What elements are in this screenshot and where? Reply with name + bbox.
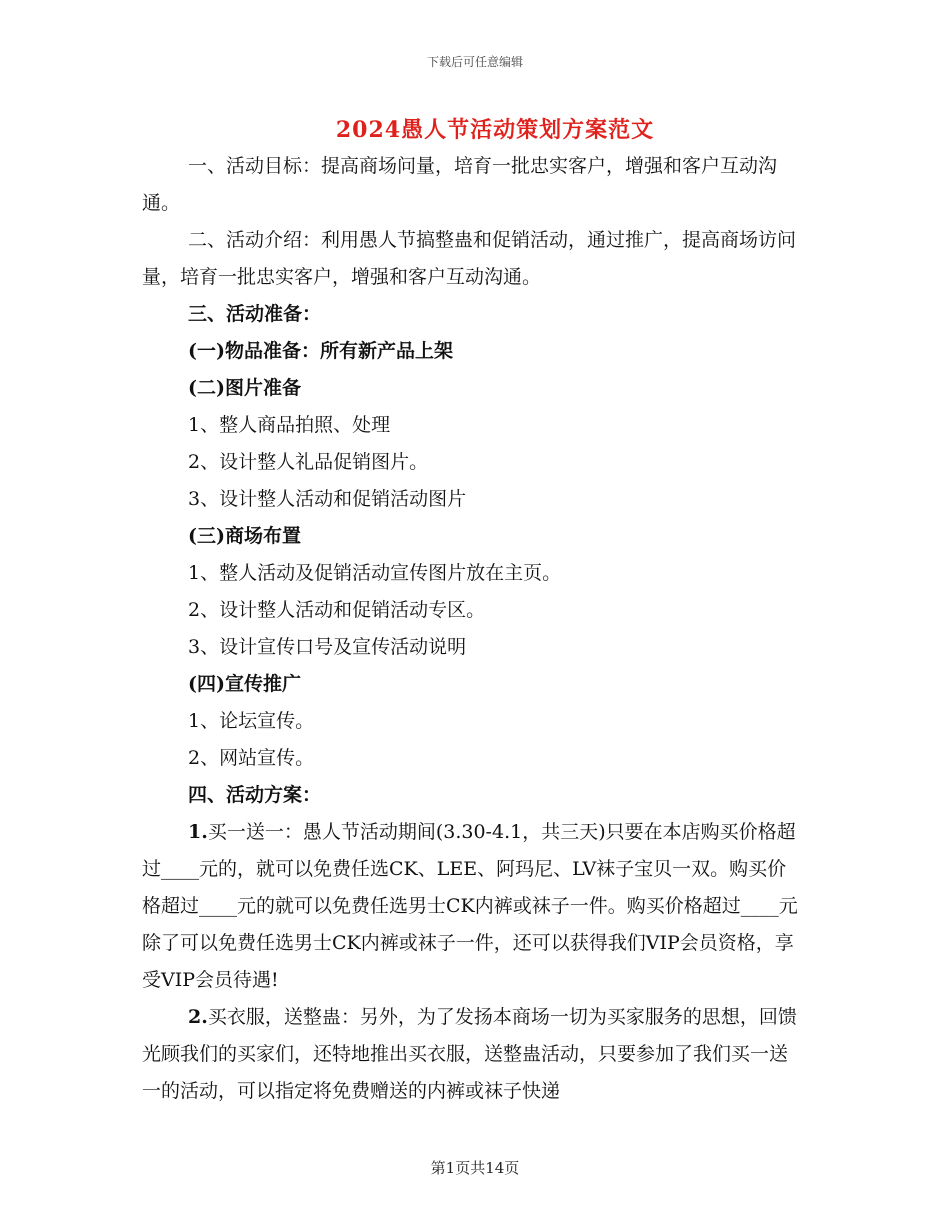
document-title: 2024愚人节活动策划方案范文: [335, 117, 655, 143]
document-body: [142, 148, 798, 1110]
subsection-heading-items: (一)物品准备：所有新产品上架: [188, 340, 453, 362]
page-footer: 第1页共14页: [430, 1159, 520, 1177]
list-item: 3、设计整人活动和促销活动图片: [188, 488, 467, 510]
plan-2-number: 2.: [188, 1006, 208, 1028]
subsection-heading-layout: (三)商场布置: [188, 525, 301, 547]
list-item: 3、设计宣传口号及宣传活动说明: [188, 636, 467, 658]
list-item: 1、整人活动及促销活动宣传图片放在主页。: [188, 562, 562, 584]
plan-1-number: 1.: [188, 821, 208, 843]
paragraph-plan-2: [142, 999, 798, 1110]
list-item: 2、网站宣传。: [188, 747, 315, 769]
list-item: 1、论坛宣传。: [188, 710, 315, 732]
subsection-heading-promotion: (四)宣传推广: [188, 673, 301, 695]
section-heading-plan: 四、活动方案：: [188, 784, 322, 806]
section-heading-preparation: 三、活动准备：: [188, 303, 322, 325]
plan-1-text: 买一送一：愚人节活动期间(3.30-4.1，共三天)只要在本店购买价格超过____元的，就可以免费任选CK、LEE、阿玛尼、LV袜子宝贝一双。购买价格超过____元的就可以免费任选男士CK内裤或袜子一件。购买价格超过____元除了可以免费任选男士CK内裤或袜子一件，还可以获得我们VIP会员资格，享受VIP会员待遇!: [142, 821, 798, 991]
list-item: 1、整人商品拍照、处理: [188, 414, 391, 436]
paragraph-plan-1: [142, 814, 798, 999]
list-item: 2、设计整人礼品促销图片。: [188, 451, 429, 473]
header-note: 下载后可任意编辑: [426, 55, 523, 69]
paragraph-goal: 一、活动目标：提高商场问量，培育一批忠实客户，增强和客户互动沟通。: [142, 155, 778, 214]
plan-2-text: 买衣服，送整蛊：另外，为了发扬本商场一切为买家服务的思想，回馈光顾我们的买家们，还特地推出买衣服，送整蛊活动，只要参加了我们买一送一的活动，可以指定将免费赠送的内裤或袜子快递: [142, 1006, 797, 1102]
list-item: 2、设计整人活动和促销活动专区。: [188, 599, 486, 621]
paragraph-intro: 二、活动介绍：利用愚人节搞整蛊和促销活动，通过推广，提高商场访问量，培育一批忠实客户，增强和客户互动沟通。: [142, 229, 797, 288]
subsection-heading-images: (二)图片准备: [188, 377, 301, 399]
